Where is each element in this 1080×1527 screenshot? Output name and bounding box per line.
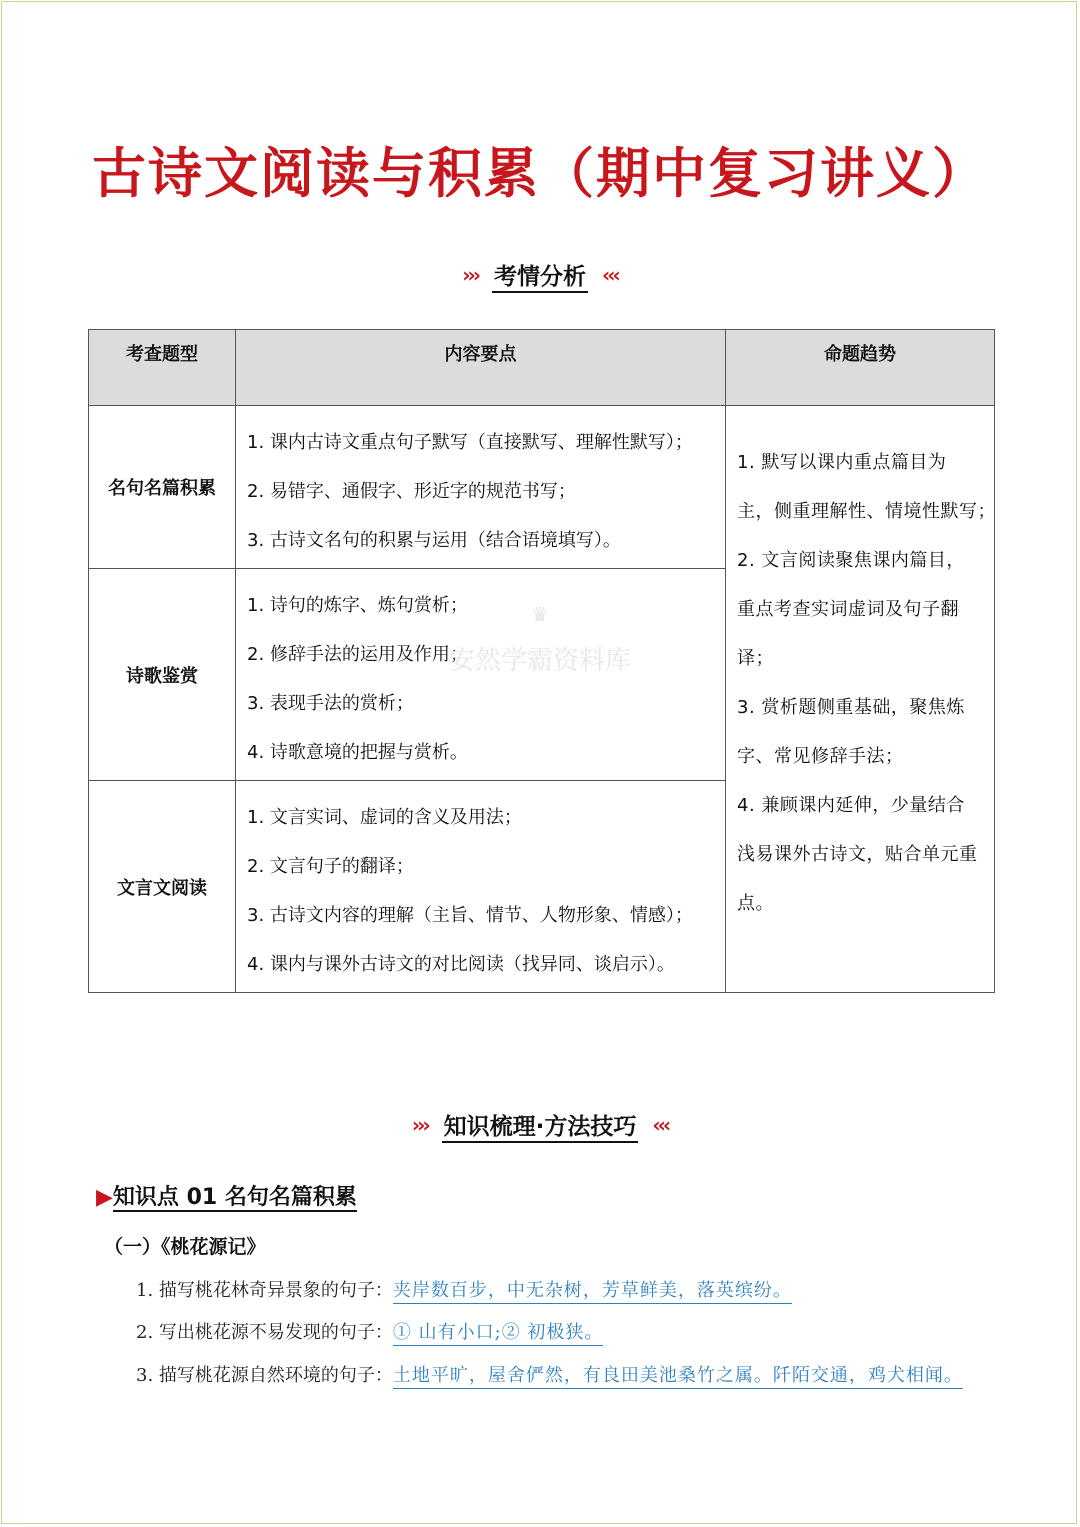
trend-line: 主，侧重理解性、情境性默写； <box>737 501 996 522</box>
question-prompt: 1. 描写桃花林奇异景象的句子： <box>136 1280 393 1301</box>
question-type-cell: 文言文阅读 <box>89 781 236 993</box>
page-title: 古诗文阅读与积累（期中复习讲义） <box>92 141 988 205</box>
left-arrows-icon: ‹‹‹ <box>652 1113 669 1137</box>
column-header: 命题趋势 <box>726 330 995 406</box>
section-header-exam-analysis <box>0 258 1080 291</box>
content-point: 2. 易错字、通假字、形近字的规范书写； <box>247 481 576 502</box>
subsection-heading: （一）《桃花源记》 <box>104 1236 266 1258</box>
question-answer: 夹岸数百步，中无杂树，芳草鲜美，落英缤纷。 <box>393 1280 792 1304</box>
question-item <box>136 1361 963 1387</box>
trend-line: 4. 兼顾课内延伸，少量结合 <box>737 795 965 816</box>
section-header-knowledge <box>0 1108 1080 1141</box>
watermark-text: 安然学霸资料库 <box>448 646 631 676</box>
question-type-cell: 名句名篇积累 <box>89 406 236 569</box>
exam-analysis-table <box>88 329 995 993</box>
trend-line: 重点考查实词虚词及句子翻 <box>737 599 959 620</box>
trend-line: 2. 文言阅读聚焦课内篇目， <box>737 550 965 571</box>
knowledge-point-label: 知识点 01 名句名篇积累 <box>112 1185 357 1210</box>
question-prompt: 3. 描写桃花源自然环境的句子： <box>136 1365 393 1386</box>
section-header-label: 考情分析 <box>492 264 588 293</box>
left-arrows-icon: ‹‹‹ <box>602 263 618 287</box>
trend-line: 点。 <box>737 893 774 914</box>
question-answer: 土地平旷，屋舍俨然，有良田美池桑竹之属。阡陌交通，鸡犬相闻。 <box>393 1365 963 1389</box>
right-arrows-icon: ››› <box>411 1113 428 1137</box>
content-points-cell <box>236 406 726 569</box>
content-points-cell <box>236 569 726 781</box>
trend-cell <box>726 406 995 993</box>
content-point: 1. 课内古诗文重点句子默写（直接默写、理解性默写）； <box>247 432 693 453</box>
table-header-row <box>89 330 995 406</box>
content-point: 4. 课内与课外古诗文的对比阅读（找异同、谈启示）。 <box>247 954 675 975</box>
table-row <box>89 406 995 569</box>
content-point: 2. 文言句子的翻译； <box>247 856 414 877</box>
question-item <box>136 1318 603 1344</box>
content-point: 1. 文言实词、虚词的含义及用法； <box>247 807 522 828</box>
content-point: 4. 诗歌意境的把握与赏析。 <box>247 742 468 763</box>
trend-line: 译； <box>737 648 774 669</box>
content-point: 3. 古诗文名句的积累与运用（结合语境填写）。 <box>247 530 621 551</box>
trend-line: 1. 默写以课内重点篇目为 <box>737 452 947 473</box>
question-type-cell: 诗歌鉴赏 <box>89 569 236 781</box>
column-header: 内容要点 <box>236 330 726 406</box>
knowledge-point-heading <box>96 1180 357 1211</box>
content-point: 3. 古诗文内容的理解（主旨、情节、人物形象、情感）； <box>247 905 693 926</box>
content-points-cell <box>236 781 726 993</box>
question-item <box>136 1276 792 1302</box>
trend-line: 字、常见修辞手法； <box>737 746 904 767</box>
question-answer: ① 山有小口;② 初极狭。 <box>393 1322 604 1346</box>
content-point: 1. 诗句的炼字、炼句赏析； <box>247 595 468 616</box>
trend-line: 3. 赏析题侧重基础，聚焦炼 <box>737 697 965 718</box>
play-triangle-icon: ▶ <box>96 1185 113 1210</box>
right-arrows-icon: ››› <box>462 263 478 287</box>
content-point: 3. 表现手法的赏析； <box>247 693 414 714</box>
section-header-label: 知识梳理·方法技巧 <box>442 1114 639 1143</box>
content-point: 2. 修辞手法的运用及作用； <box>247 644 468 665</box>
column-header: 考查题型 <box>89 330 236 406</box>
trend-line: 浅易课外古诗文，贴合单元重 <box>737 844 978 865</box>
watermark-crown-icon: ♛ <box>531 602 549 626</box>
question-prompt: 2. 写出桃花源不易发现的句子： <box>136 1322 393 1343</box>
